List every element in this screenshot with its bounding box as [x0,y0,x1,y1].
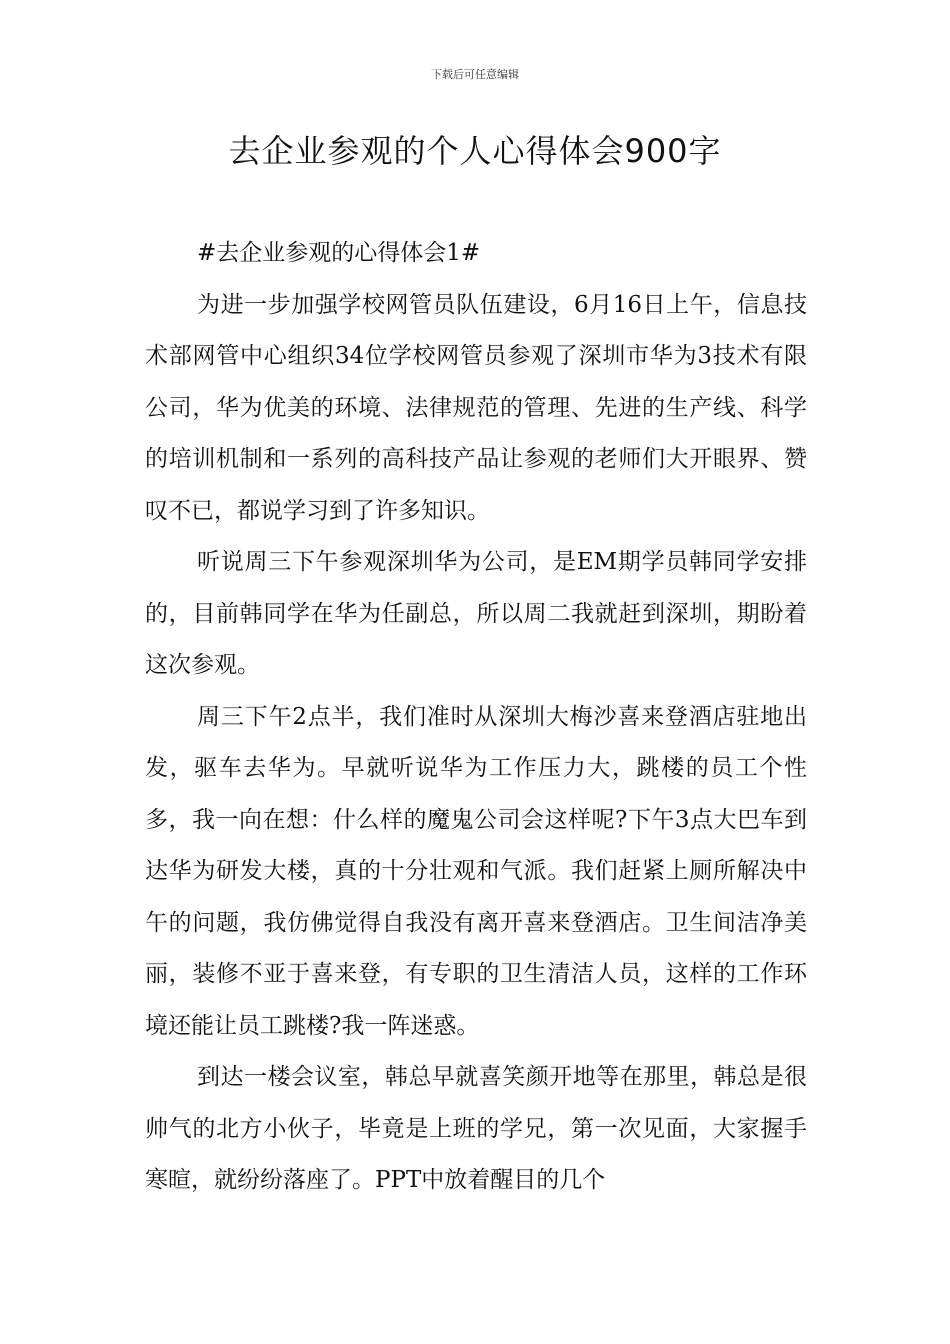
paragraph: 到达一楼会议室，韩总早就喜笑颜开地等在那里，韩总是很帅气的北方小伙子，毕竟是上班的学兄，第一次见面，大家握手寒暄，就纷纷落座了。PPT中放着醒目的几个 [145,1064,807,1193]
paragraph: 为进一步加强学校网管员队伍建设，6月16日上午，信息技术部网管中心组织34位学校网管员参观了深圳市华为3技术有限公司，华为优美的环境、法律规范的管理、先进的生产线、科学的培训机制和一系列的高科技产品让参观的老师们大开眼界、赞叹不已，都说学习到了许多知识。 [145,291,807,524]
paragraph: 听说周三下午参观深圳华为公司，是EM期学员韩同学安排的，目前韩同学在华为任副总，所以周二我就赶到深圳，期盼着这次参观。 [145,549,807,678]
document-title: 去企业参观的个人心得体会900字 [228,132,722,170]
paragraph: 周三下午2点半，我们准时从深圳大梅沙喜来登酒店驻地出发，驱车去华为。早就听说华为工作压力大，跳楼的员工个性多，我一向在想：什么样的魔鬼公司会这样呢?下午3点大巴车到达华为研发大楼，真的十分壮观和气派。我们赶紧上厕所解决中午的问题，我仿佛觉得自我没有离开喜来登酒店。卫生间洁净美丽，装修不亚于喜来登，有专职的卫生清洁人员，这样的工作环境还能让员工跳楼?我一阵迷惑。 [145,703,807,1039]
document-body [145,228,807,1207]
header-note: 下载后可任意编辑 [431,68,519,81]
section-heading: #去企业参观的心得体会1# [197,240,481,266]
